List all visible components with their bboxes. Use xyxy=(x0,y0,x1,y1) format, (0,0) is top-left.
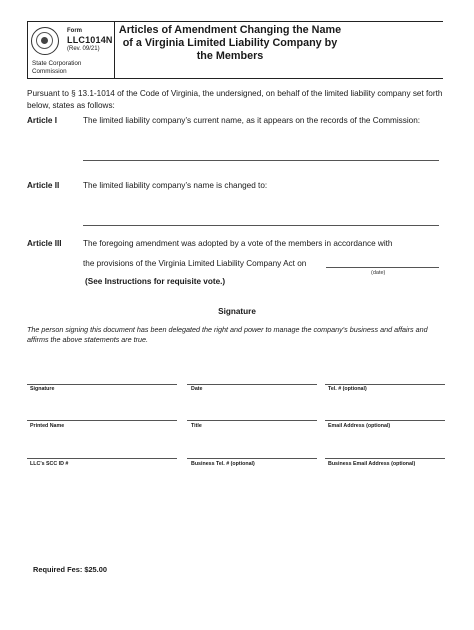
signature-field[interactable] xyxy=(27,384,177,385)
adoption-date-field[interactable] xyxy=(326,267,439,268)
article-2-label: Article II xyxy=(27,181,60,190)
form-label: Form xyxy=(67,28,82,34)
tel-label: Tel. # (optional) xyxy=(328,386,367,392)
article-1-text: The limited liability company’s current name, as it appears on the records of the Commission: xyxy=(83,116,421,125)
date-label: Date xyxy=(191,386,203,392)
printed-name-label: Printed Name xyxy=(30,423,65,429)
title-field[interactable] xyxy=(187,420,317,421)
signature-heading: Signature xyxy=(218,307,256,316)
scc-id-field[interactable] xyxy=(27,458,177,459)
article-3-text-1: The foregoing amendment was adopted by a vote of the members in accordance with xyxy=(83,239,393,248)
article-3-text-2: the provisions of the Virginia Limited Liability Company Act on xyxy=(83,259,307,268)
printed-name-field[interactable] xyxy=(27,420,177,421)
form-title: Articles of Amendment Changing the Name of a Virginia Limited Liability Company by the Members xyxy=(118,24,342,62)
commonwealth-seal-icon xyxy=(31,27,59,55)
article-1-label: Article I xyxy=(27,116,58,125)
business-email-label: Business Email Address (optional) xyxy=(328,461,416,467)
required-fee: Required Fes: $25.00 xyxy=(33,565,107,574)
tel-field[interactable] xyxy=(325,384,445,385)
new-name-field[interactable] xyxy=(83,225,439,226)
title-label: Title xyxy=(191,423,202,429)
business-tel-field[interactable] xyxy=(187,458,317,459)
form-number: LLC1014N xyxy=(67,35,113,45)
instructions-note: (See Instructions for requisite vote.) xyxy=(85,277,226,286)
email-label: Email Address (optional) xyxy=(328,423,391,429)
business-email-field[interactable] xyxy=(325,458,445,459)
scc-id-label: LLC’s SCC ID # xyxy=(30,461,69,467)
agency-name: State Corporation Commission xyxy=(32,60,82,75)
header-divider xyxy=(114,21,115,78)
business-tel-label: Business Tel. # (optional) xyxy=(191,461,255,467)
intro-paragraph: Pursuant to § 13.1-1014 of the Code of Virginia, the undersigned, on behalf of the limited liability company set forth below, states as follows: xyxy=(27,89,443,110)
form-revision: (Rev. 09/21) xyxy=(67,46,100,52)
signature-label: Signature xyxy=(30,386,55,392)
email-field[interactable] xyxy=(325,420,445,421)
date-field[interactable] xyxy=(187,384,317,385)
date-caption: (date) xyxy=(371,270,386,276)
article-3-label: Article III xyxy=(27,239,62,248)
signature-statement: The person signing this document has been delegated the right and power to manage the company’s business and affairs and affirms the above statements are true. xyxy=(27,325,428,344)
article-2-text: The limited liability company’s name is changed to: xyxy=(83,181,268,190)
current-name-field[interactable] xyxy=(83,160,439,161)
